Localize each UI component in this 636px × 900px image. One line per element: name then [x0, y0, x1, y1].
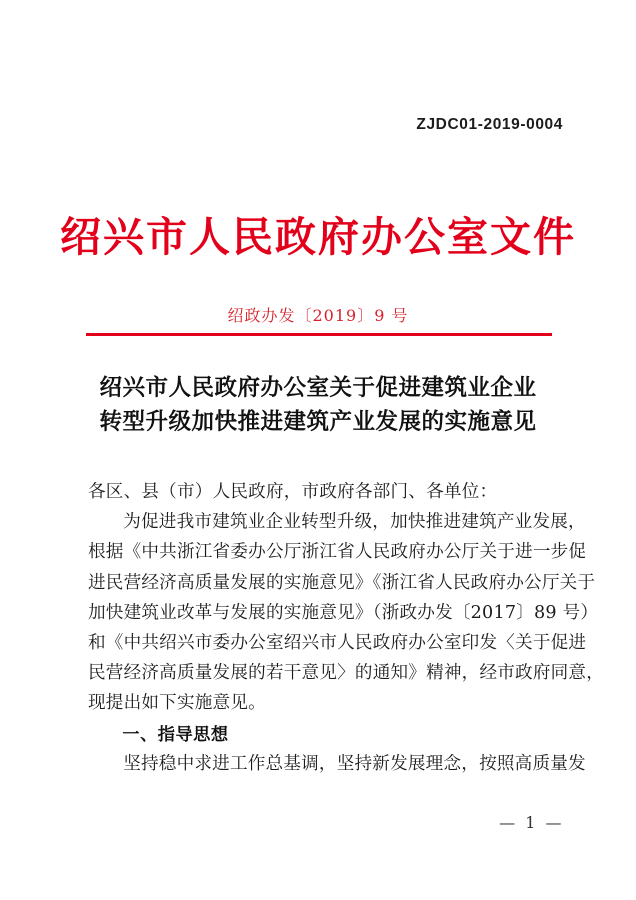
body-paragraph-line: 和《中共绍兴市委办公室绍兴市人民政府办公室印发〈关于促进: [88, 633, 587, 654]
document-body: [88, 477, 605, 779]
document-title: [78, 371, 558, 439]
red-separator-rule: [86, 333, 552, 336]
body-paragraph-line: 为促进我市建筑业企业转型升级，加快推进建筑产业发展，: [123, 512, 586, 533]
body-paragraph-line: 根据《中共浙江省委办公厅浙江省人民政府办公厅关于进一步促: [88, 542, 587, 563]
document-title-line-2: 转型升级加快推进建筑产业发展的实施意见: [99, 409, 537, 435]
body-paragraph-line: 民营经济高质量发展的若干意见〉的通知》精神，经市政府同意，: [88, 663, 605, 684]
body-paragraph-line: 进民营经济高质量发展的实施意见》《浙江省人民政府办公厅关于: [88, 572, 596, 593]
body-paragraph-line: 加快建筑业改革与发展的实施意见》（浙政办发〔2017〕89 号）: [88, 602, 599, 623]
document-serial-number: ZJDC01-2019-0004: [416, 116, 563, 133]
section-1-body-line: 坚持稳中求进工作总基调，坚持新发展理念，按照高质量发: [123, 753, 586, 774]
document-issue-number: 绍政办发〔2019〕9 号: [227, 306, 409, 325]
body-paragraph-line: 现提出如下实施意见。: [88, 693, 266, 714]
page-number: — 1 —: [499, 813, 564, 832]
document-masthead-title: 绍兴市人民政府办公室文件: [60, 213, 576, 261]
section-heading-1: 一、指导思想: [122, 723, 229, 744]
body-addressee-line: 各区、县（市）人民政府，市政府各部门、各单位：: [88, 482, 498, 502]
document-title-line-1: 绍兴市人民政府办公室关于促进建筑业企业: [99, 375, 537, 401]
